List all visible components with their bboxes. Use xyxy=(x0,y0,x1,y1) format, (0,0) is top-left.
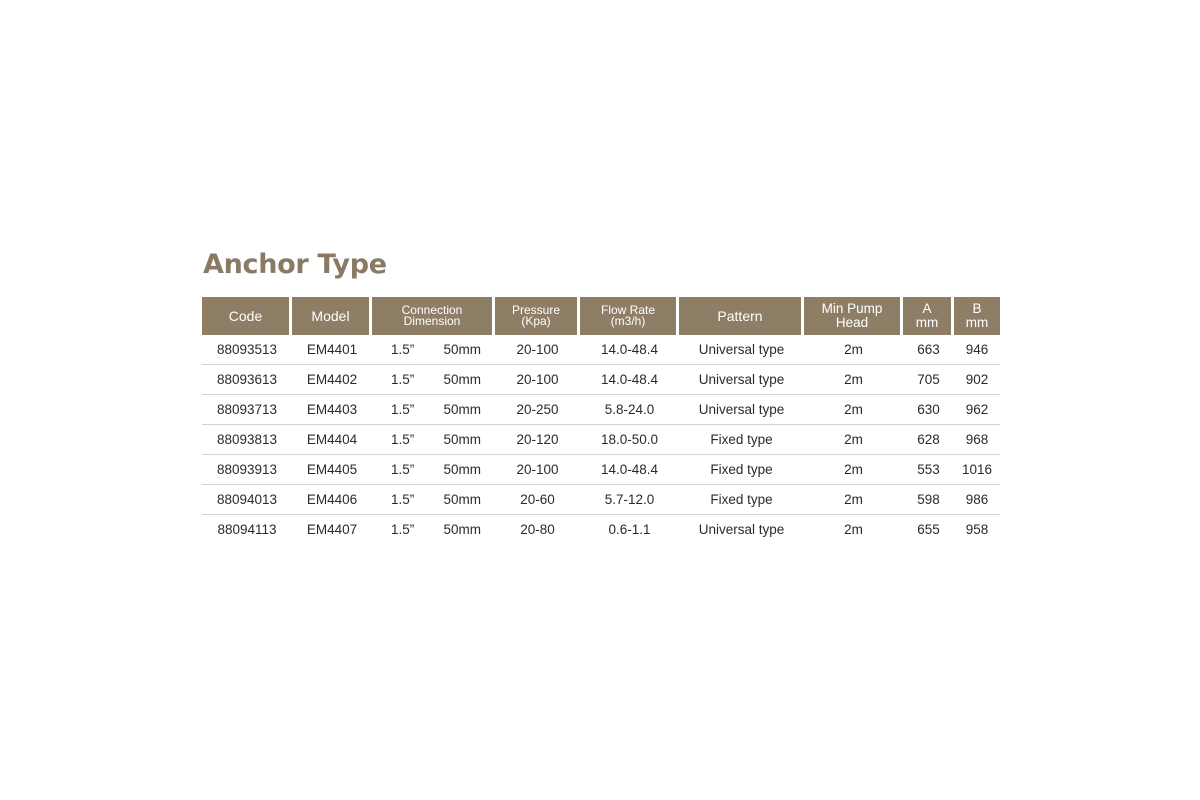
cell-b: 958 xyxy=(965,522,989,537)
header-b-line2: mm xyxy=(965,315,989,330)
header-row xyxy=(202,297,1000,335)
cell-pattern: Fixed type xyxy=(679,485,804,515)
cell-conn-mm: 50mm xyxy=(443,372,481,387)
cell-code: 88093513 xyxy=(202,335,292,365)
header-pressure-line2: (Kpa) xyxy=(521,314,551,328)
header-a-line1: A xyxy=(922,301,932,316)
cell-code: 88093613 xyxy=(202,365,292,395)
cell-model: EM4407 xyxy=(306,522,358,537)
cell-connection xyxy=(372,455,495,485)
cell-a: 598 xyxy=(903,485,954,515)
section-title: Anchor Type xyxy=(203,249,387,280)
cell-min-head: 2m xyxy=(804,425,903,455)
cell-model: EM4406 xyxy=(292,485,372,515)
anchor-type-table xyxy=(202,297,1000,544)
cell-min-head: 2m xyxy=(804,485,903,515)
cell-model: EM4405 xyxy=(292,455,372,485)
cell-flow: 14.0-48.4 xyxy=(580,335,679,365)
table-row xyxy=(202,335,1000,365)
header-flow-line2: (m3/h) xyxy=(610,314,646,328)
cell-model: EM4404 xyxy=(292,425,372,455)
cell-pattern: Fixed type xyxy=(679,425,804,455)
cell-a: 655 xyxy=(917,522,940,537)
cell-b: 986 xyxy=(954,485,1000,515)
cell-connection xyxy=(372,515,495,544)
cell-conn-mm: 50mm xyxy=(443,522,481,537)
cell-a: 663 xyxy=(903,335,954,365)
cell-conn-mm: 50mm xyxy=(443,342,481,357)
cell-conn-inch: 1.5” xyxy=(391,402,415,417)
cell-min-head: 2m xyxy=(804,395,903,425)
header-pressure-line1: Pressure xyxy=(511,303,561,317)
cell-flow: 5.7-12.0 xyxy=(580,485,679,515)
header-connection xyxy=(372,297,495,335)
table-row xyxy=(202,365,1000,395)
header-b-line1: B xyxy=(972,301,982,316)
cell-code: 88093713 xyxy=(202,395,292,425)
table-row xyxy=(202,425,1000,455)
cell-pattern: Universal type xyxy=(679,395,804,425)
cell-flow: 5.8-24.0 xyxy=(580,395,679,425)
cell-conn-inch: 1.5” xyxy=(391,432,415,447)
header-min-head-line1: Min Pump xyxy=(821,301,883,316)
table-row xyxy=(202,395,1000,425)
header-min-head xyxy=(804,297,903,335)
header-flow xyxy=(580,297,679,335)
header-pattern xyxy=(679,297,804,335)
header-min-head-line2: Head xyxy=(835,315,869,330)
cell-pressure: 20-250 xyxy=(495,395,580,425)
cell-min-head: 2m xyxy=(804,455,903,485)
header-model-label: Model xyxy=(311,307,350,324)
cell-b: 902 xyxy=(954,365,1000,395)
header-connection-line2: Dimension xyxy=(403,314,461,328)
cell-pressure: 20-100 xyxy=(495,335,580,365)
cell-conn-inch: 1.5” xyxy=(391,492,415,507)
cell-connection xyxy=(372,335,495,365)
cell-conn-inch: 1.5” xyxy=(391,462,415,477)
cell-a: 705 xyxy=(903,365,954,395)
cell-conn-mm: 50mm xyxy=(443,492,481,507)
cell-a: 628 xyxy=(903,425,954,455)
cell-flow: 0.6-1.1 xyxy=(608,522,651,537)
cell-flow: 14.0-48.4 xyxy=(580,365,679,395)
cell-pressure: 20-80 xyxy=(520,522,555,537)
cell-pressure: 20-100 xyxy=(495,365,580,395)
header-pattern-label: Pattern xyxy=(717,307,763,324)
cell-pattern: Universal type xyxy=(698,522,785,537)
cell-conn-mm: 50mm xyxy=(443,462,481,477)
table-row xyxy=(202,455,1000,485)
cell-pressure: 20-60 xyxy=(495,485,580,515)
cell-pattern: Universal type xyxy=(679,335,804,365)
cell-code: 88093813 xyxy=(202,425,292,455)
cell-flow: 14.0-48.4 xyxy=(580,455,679,485)
cell-model: EM4402 xyxy=(292,365,372,395)
header-model xyxy=(292,297,372,335)
cell-code: 88093913 xyxy=(202,455,292,485)
cell-flow: 18.0-50.0 xyxy=(580,425,679,455)
cell-pressure: 20-100 xyxy=(495,455,580,485)
table-row xyxy=(202,485,1000,515)
cell-min-head: 2m xyxy=(804,365,903,395)
cell-pressure: 20-120 xyxy=(495,425,580,455)
cell-b: 968 xyxy=(954,425,1000,455)
cell-connection xyxy=(372,485,495,515)
header-code xyxy=(202,297,292,335)
cell-b: 946 xyxy=(954,335,1000,365)
header-a-line2: mm xyxy=(915,315,939,330)
cell-a: 553 xyxy=(903,455,954,485)
header-flow-line1: Flow Rate xyxy=(600,303,656,317)
cell-conn-inch: 1.5” xyxy=(391,342,415,357)
header-b xyxy=(954,297,1000,335)
cell-conn-mm: 50mm xyxy=(443,432,481,447)
cell-connection xyxy=(372,395,495,425)
cell-b: 962 xyxy=(954,395,1000,425)
cell-conn-inch: 1.5” xyxy=(391,522,415,537)
cell-connection xyxy=(372,425,495,455)
cell-conn-mm: 50mm xyxy=(443,402,481,417)
cell-pattern: Fixed type xyxy=(679,455,804,485)
cell-min-head: 2m xyxy=(844,522,863,537)
header-connection-line1: Connection xyxy=(401,303,463,317)
cell-connection xyxy=(372,365,495,395)
cell-pattern: Universal type xyxy=(679,365,804,395)
header-code-label: Code xyxy=(228,307,263,324)
cell-code: 88094113 xyxy=(217,522,277,537)
table-row xyxy=(202,515,1000,544)
header-pressure xyxy=(495,297,580,335)
cell-b: 1016 xyxy=(954,455,1000,485)
cell-model: EM4401 xyxy=(292,335,372,365)
cell-a: 630 xyxy=(903,395,954,425)
header-a xyxy=(903,297,954,335)
cell-conn-inch: 1.5” xyxy=(391,372,415,387)
cell-code: 88094013 xyxy=(202,485,292,515)
cell-min-head: 2m xyxy=(804,335,903,365)
cell-model: EM4403 xyxy=(292,395,372,425)
